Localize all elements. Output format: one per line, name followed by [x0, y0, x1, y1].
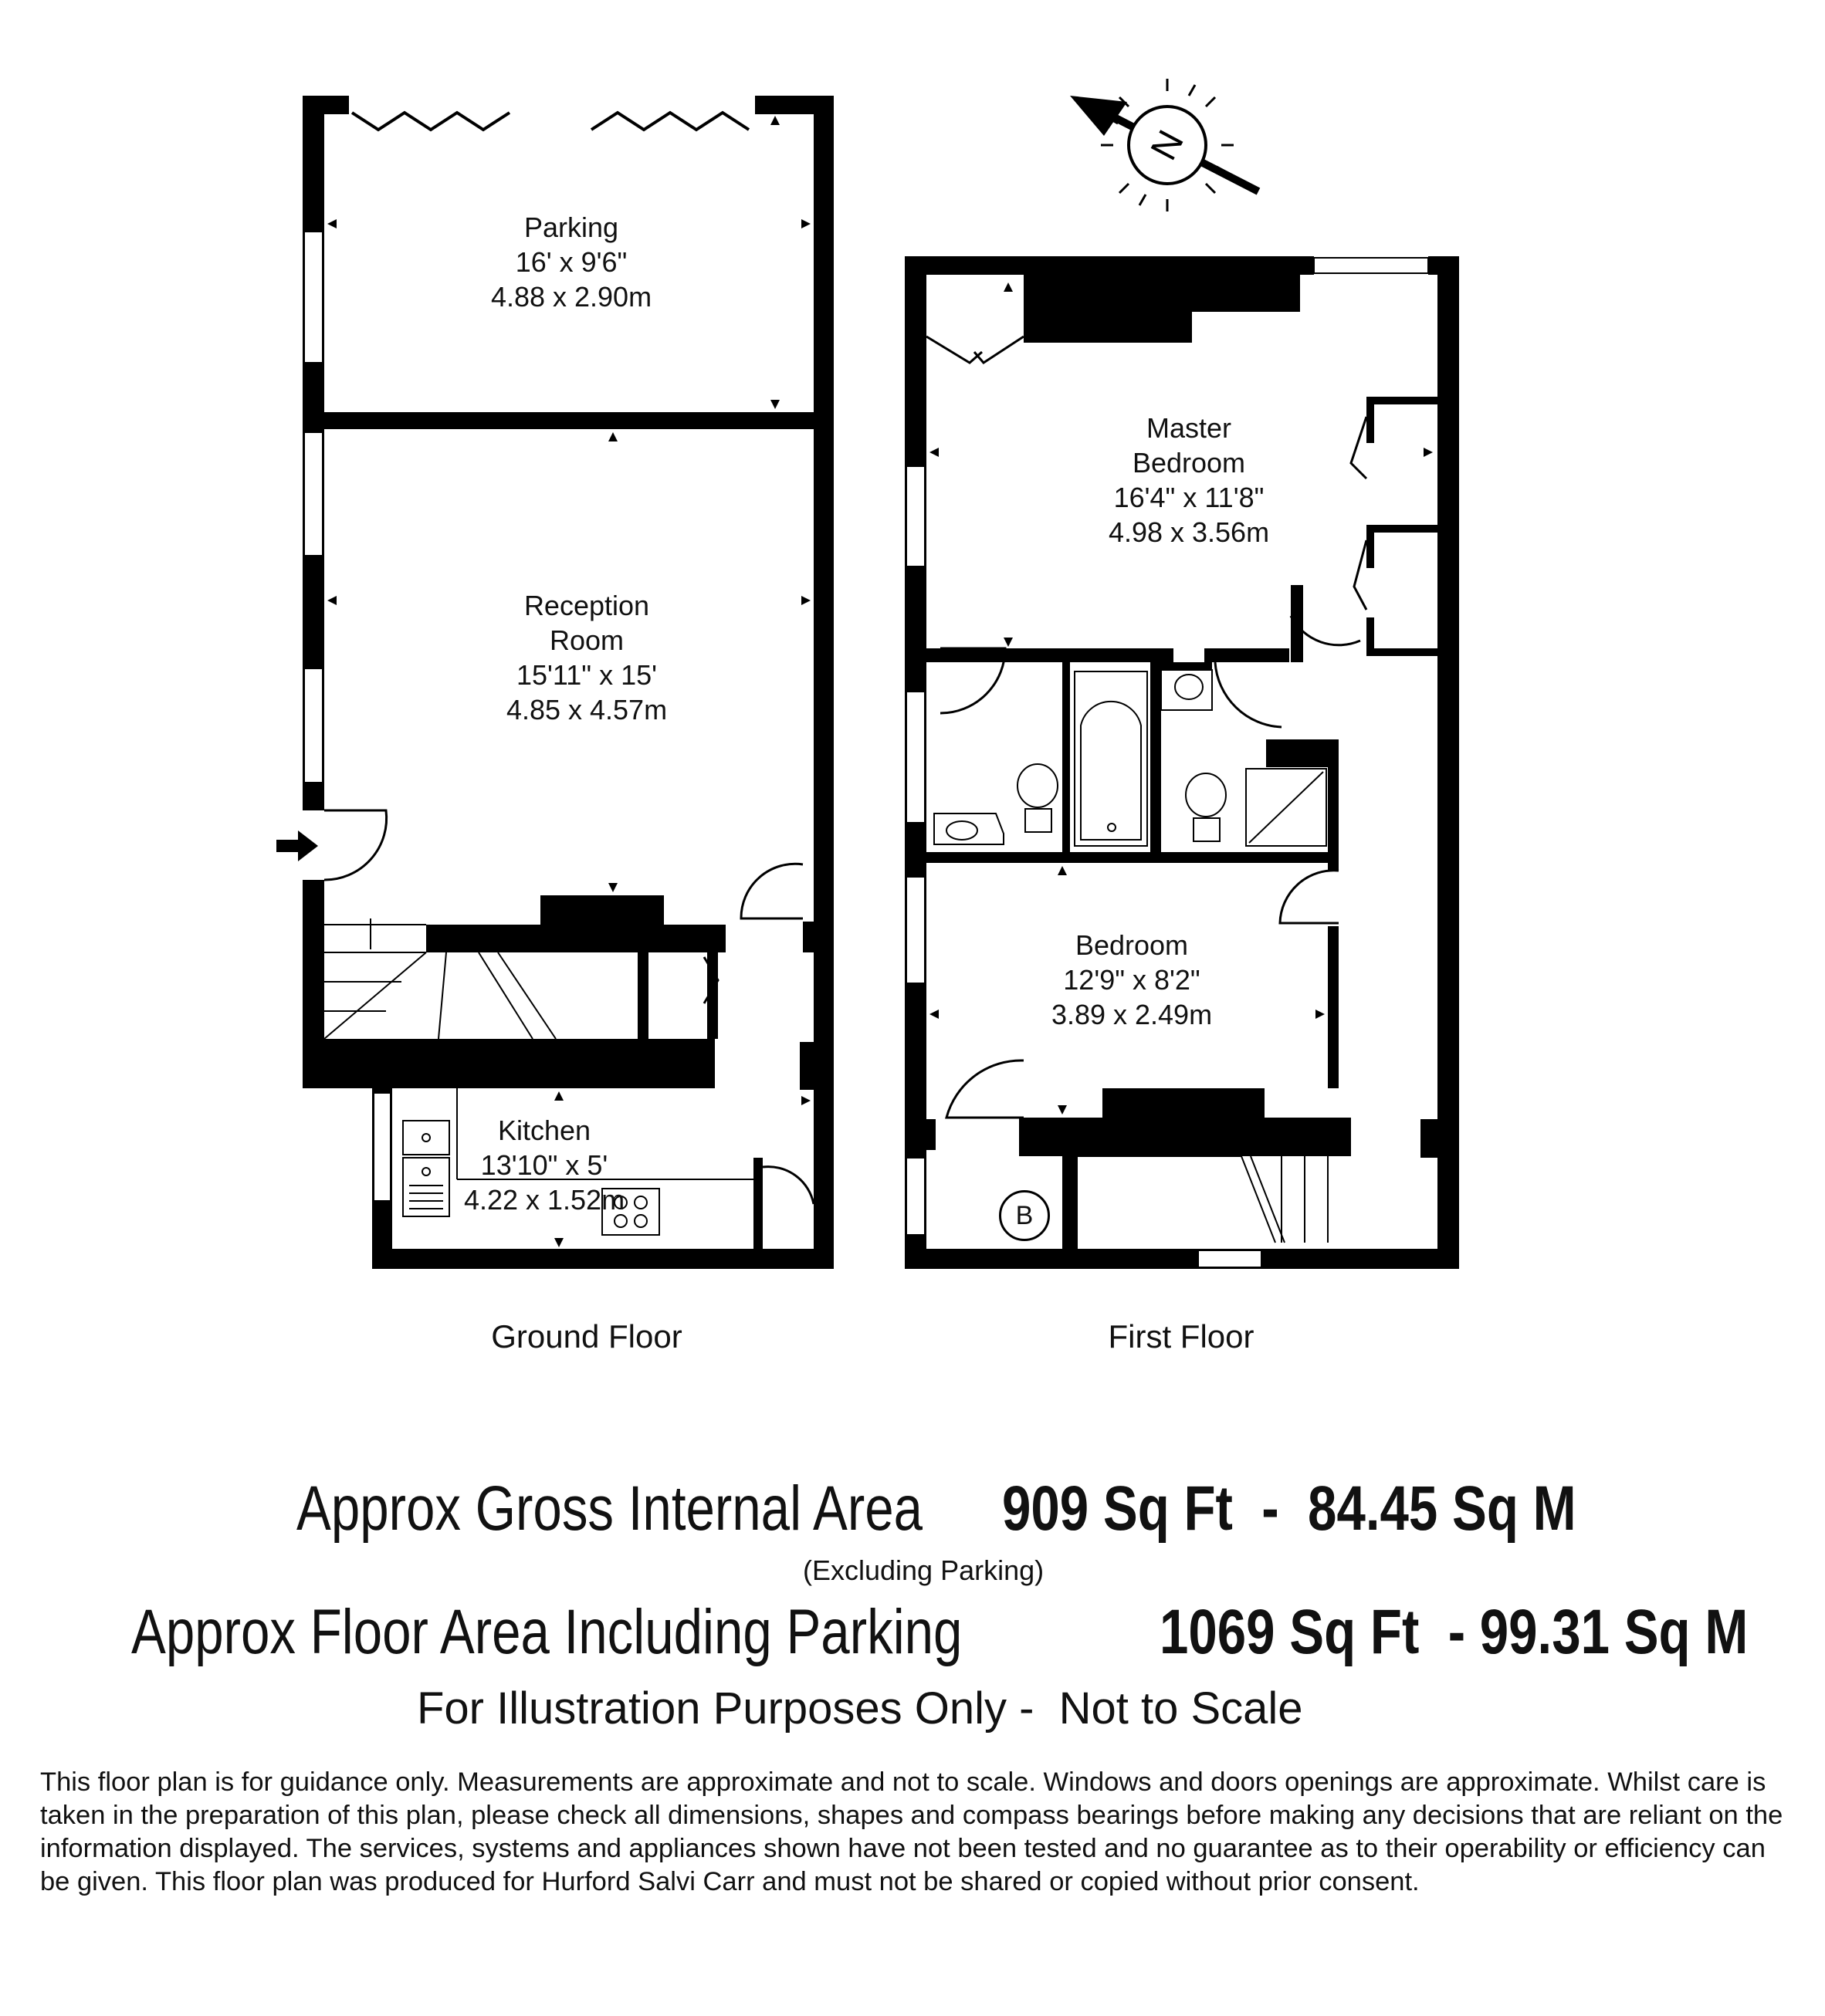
total-area-label: Approx Floor Area Including Parking	[131, 1597, 963, 1667]
room-name-line2: Room	[549, 624, 625, 656]
parking-garage-doors	[352, 113, 749, 130]
disclaimer-text: This floor plan is for guidance only. Measurements are approximate and not to scale. Windows and doors openings are approximate. Whilst care is taken in the preparation of this plan, please check all dimensions, shapes and compass bearings before making any decisions that are reliant on the information displayed. The services, systems and appliances shown have not been tested and no guarantee as to their operability or efficiency can be given. This floor plan was produced for Hurford Salvi Carr and must not be shared or copied without prior consent.	[40, 1767, 1783, 1896]
room-metric-size: 4.88 x 2.90m	[490, 281, 652, 313]
gross-area-row	[296, 1473, 923, 1545]
boiler-marker: B	[999, 1190, 1050, 1241]
gross-area-note: (Excluding Parking)	[803, 1554, 1045, 1586]
gross-area-value: 909 Sq Ft - 84.45 Sq M	[1002, 1473, 1576, 1544]
room-name: Parking	[523, 211, 619, 243]
room-imperial-size: 16' x 9'6"	[515, 246, 628, 278]
room-imperial-size: 15'11" x 15'	[516, 659, 657, 691]
room-imperial-size: 16'4" x 11'8"	[1113, 482, 1265, 513]
room-name-line1: Reception	[523, 590, 650, 621]
gross-area-value-row	[1002, 1473, 1576, 1545]
compass-icon	[1070, 79, 1258, 211]
room-name-line2: Bedroom	[1132, 447, 1246, 479]
room-name-line1: Master	[1146, 412, 1232, 444]
room-imperial-size: 12'9" x 8'2"	[1063, 964, 1200, 996]
total-area-value: 1069 Sq Ft - 99.31 Sq M	[1160, 1597, 1749, 1667]
room-metric-size: 4.85 x 4.57m	[506, 694, 668, 726]
ground-floor-label: Ground Floor	[491, 1318, 682, 1355]
room-name: Kitchen	[497, 1115, 591, 1146]
room-metric-size: 3.89 x 2.49m	[1051, 999, 1213, 1030]
room-metric-size: 4.98 x 3.56m	[1108, 516, 1270, 548]
illustration-note: For Illustration Purposes Only - Not to Scale	[417, 1683, 1303, 1734]
room-name: Bedroom	[1075, 929, 1189, 961]
first-floor-label: First Floor	[1108, 1318, 1254, 1355]
room-label-kitchen	[448, 1113, 641, 1217]
gross-area-label: Approx Gross Internal Area	[296, 1473, 923, 1544]
room-metric-size: 4.22 x 1.52m	[463, 1184, 625, 1216]
compass-north-letter: N	[1143, 123, 1192, 167]
room-label-master-bedroom	[1081, 411, 1297, 550]
room-imperial-size: 13'10" x 5'	[480, 1149, 608, 1181]
total-area-value-row	[1160, 1596, 1748, 1669]
room-label-parking	[479, 210, 664, 314]
room-label-bedroom	[1031, 928, 1232, 1032]
room-label-reception	[479, 588, 695, 727]
total-area-row	[131, 1596, 962, 1669]
